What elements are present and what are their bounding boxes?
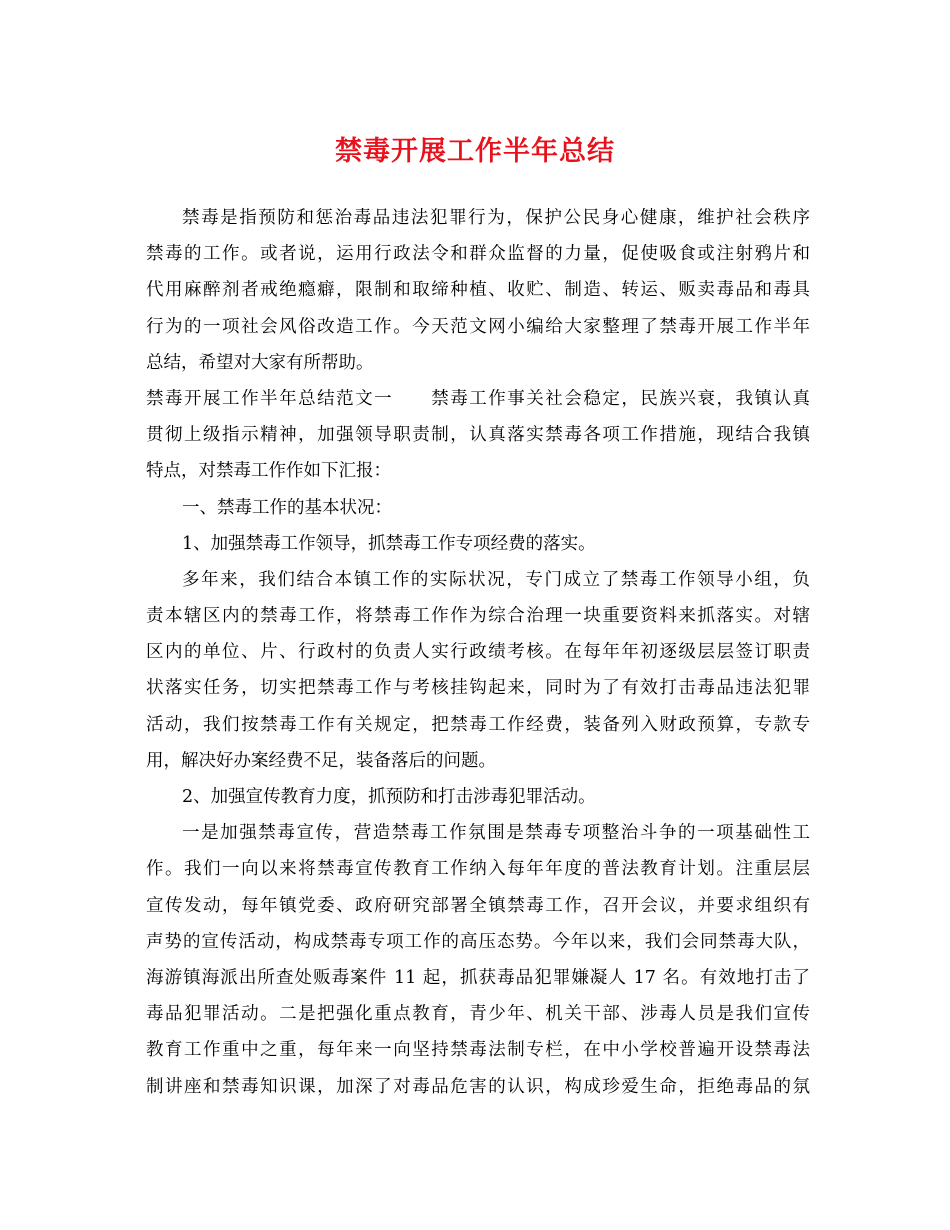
body-line: 多年来，我们结合本镇工作的实际状况，专门成立了禁毒工作领导小组，负 <box>182 569 810 590</box>
body-line: 制讲座和禁毒知识课，加深了对毒品危害的认识，构成珍爱生命，拒绝毒品的氛 <box>146 1076 810 1097</box>
body-line: 作。我们一向以来将禁毒宣传教育工作纳入每年年度的普法教育计划。注重层层 <box>146 859 810 880</box>
document-title: 禁毒开展工作半年总结 <box>335 136 615 167</box>
body-line: 宣传发动，每年镇党委、政府研究部署全镇禁毒工作，召开会议，并要求组织有 <box>146 895 810 916</box>
body-line: 2、加强宣传教育力度，抓预防和打击涉毒犯罪活动。 <box>182 787 596 807</box>
body-line: 海游镇海派出所查处贩毒案件 11 起，抓获毒品犯罪嫌凝人 17 名。有效地打击了 <box>146 967 810 988</box>
body-line: 贯彻上级指示精神，加强领导职责制，认真落实禁毒各项工作措施，现结合我镇 <box>146 425 810 446</box>
body-line: 状落实任务，切实把禁毒工作与考核挂钩起来，同时为了有效打击毒品违法犯罪 <box>146 678 810 699</box>
body-line: 教育工作重中之重，每年来一向坚持禁毒法制专栏，在中小学校普遍开设禁毒法 <box>146 1040 810 1061</box>
body-line: 1、加强禁毒工作领导，抓禁毒工作专项经费的落实。 <box>182 533 596 554</box>
body-line: 特点，对禁毒工作作如下汇报： <box>146 461 391 482</box>
body-line: 一、禁毒工作的基本状况： <box>182 497 392 518</box>
document-body <box>146 200 810 1105</box>
body-line: 声势的宣传活动，构成禁毒专项工作的高压态势。今年以来，我们会同禁毒大队， <box>146 931 810 952</box>
body-line: 区内的单位、片、行政村的负责人实行政绩考核。在每年年初逐级层层签订职责 <box>146 642 810 663</box>
body-line: 禁毒开展工作半年总结范文一 禁毒工作事关社会稳定，民族兴衰，我镇认真 <box>146 388 810 409</box>
body-line: 活动，我们按禁毒工作有关规定，把禁毒工作经费，装备列入财政预算，专款专 <box>146 714 810 735</box>
body-line: 行为的一项社会风俗改造工作。今天范文网小编给大家整理了禁毒开展工作半年 <box>146 316 810 337</box>
body-line: 毒品犯罪活动。二是把强化重点教育，青少年、机关干部、涉毒人员是我们宣传 <box>146 1004 810 1025</box>
body-line: 一是加强禁毒宣传，营造禁毒工作氛围是禁毒专项整治斗争的一项基础性工 <box>182 823 810 844</box>
body-line: 禁毒的工作。或者说，运用行政法令和群众监督的力量，促使吸食或注射鸦片和 <box>146 244 810 265</box>
body-line: 代用麻醉剂者戒绝瘾癖，限制和取缔种植、收贮、制造、转运、贩卖毒品和毒具 <box>146 280 810 301</box>
body-line: 总结，希望对大家有所帮助。 <box>146 352 374 373</box>
body-line: 责本辖区内的禁毒工作，将禁毒工作作为综合治理一块重要资料来抓落实。对辖 <box>146 606 810 627</box>
body-line: 禁毒是指预防和惩治毒品违法犯罪行为，保护公民身心健康，维护社会秩序 <box>182 208 810 228</box>
body-line: 用，解决好办案经费不足，装备落后的问题。 <box>146 750 496 771</box>
